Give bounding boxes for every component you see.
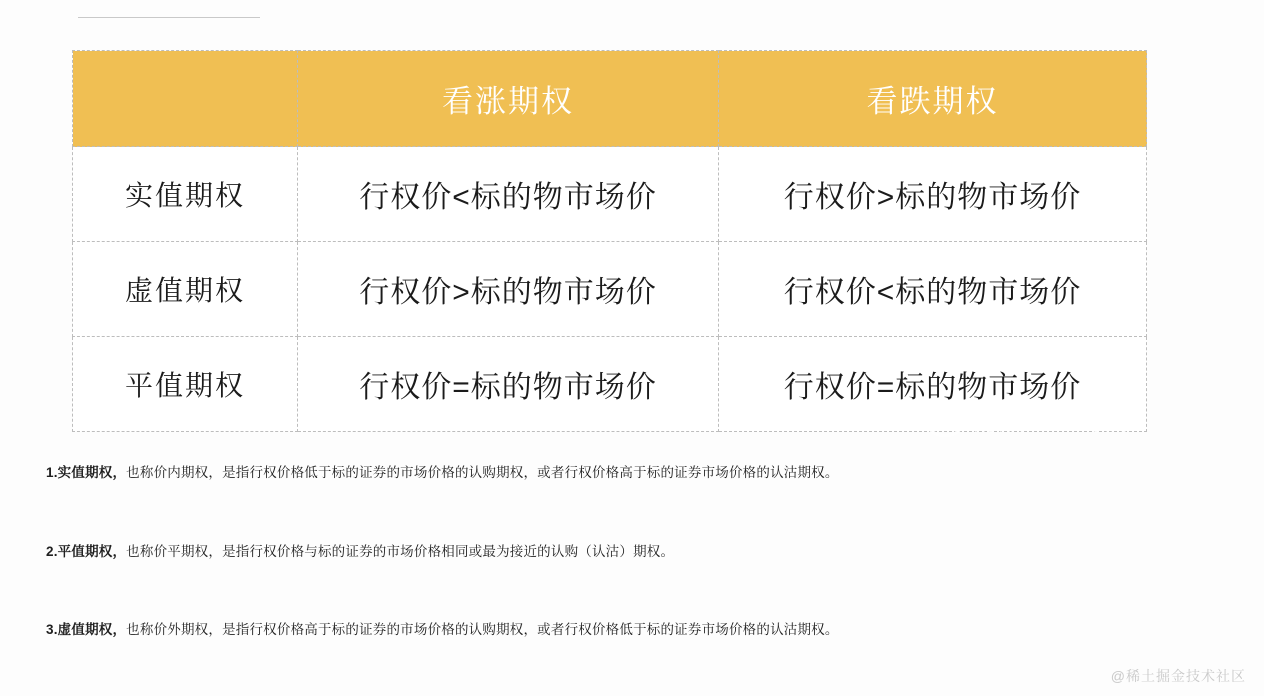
note-term: 实值期权， xyxy=(57,465,127,480)
list-item xyxy=(46,619,1196,641)
table-corner-cell xyxy=(73,51,298,147)
table-header-row xyxy=(73,51,1147,147)
note-text: 也称价外期权，是指行权价格高于标的证券的市场价格的认购期权，或者行权价格低于标的证券市场价格的认沽期权。 xyxy=(126,622,839,638)
notes-list xyxy=(46,462,1196,698)
row-label-at-the-money: 平值期权 xyxy=(73,337,298,432)
cell-atm-put: 行权价=标的物市场价 xyxy=(719,337,1147,432)
options-moneyness-table xyxy=(72,50,1137,432)
cell-atm-call: 行权价=标的物市场价 xyxy=(298,337,719,432)
row-label-out-of-the-money: 虚值期权 xyxy=(73,242,298,337)
list-item xyxy=(46,462,1196,484)
cell-otm-call: 行权价>标的物市场价 xyxy=(298,242,719,337)
cell-itm-call: 行权价<标的物市场价 xyxy=(298,147,719,242)
top-divider xyxy=(78,17,260,18)
table-row xyxy=(73,242,1147,337)
header-call-option: 看涨期权 xyxy=(298,51,719,147)
site-watermark: @稀土掘金技术社区 xyxy=(1110,668,1246,684)
note-term: 虚值期权， xyxy=(57,622,127,638)
note-text: 也称价平期权，是指行权价格与标的证券的市场价格相同或最为接近的认购（认沽）期权。 xyxy=(126,543,675,559)
header-put-option: 看跌期权 xyxy=(719,51,1147,147)
note-number: 1. xyxy=(46,465,58,480)
cell-otm-put: 行权价<标的物市场价 xyxy=(719,242,1147,337)
note-number: 3. xyxy=(46,622,58,638)
note-number: 2. xyxy=(46,543,58,559)
table-row xyxy=(73,147,1147,242)
row-label-in-the-money: 实值期权 xyxy=(73,147,298,242)
table-row xyxy=(73,337,1147,432)
list-item xyxy=(46,541,1196,563)
note-text: 也称价内期权，是指行权价格低于标的证券的市场价格的认购期权，或者行权价格高于标的证券市场价格的认沽期权。 xyxy=(126,465,839,480)
note-term: 平值期权， xyxy=(57,543,127,559)
cell-itm-put: 行权价>标的物市场价 xyxy=(719,147,1147,242)
watermark-text: 财顺ETF期权 xyxy=(973,409,1128,437)
